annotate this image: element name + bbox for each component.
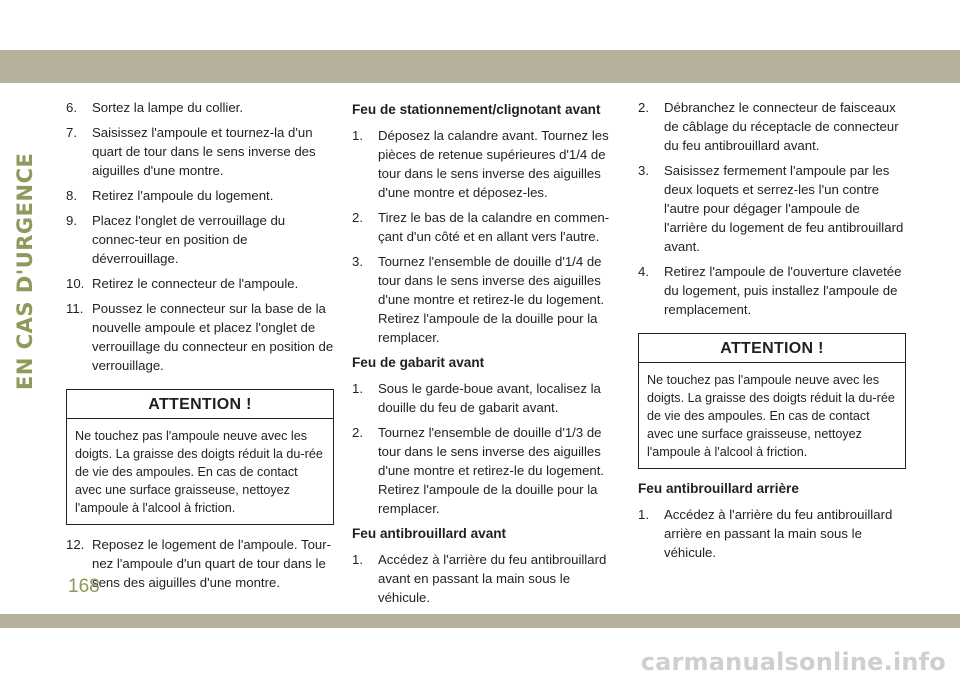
step-number: 3. (352, 254, 363, 269)
step-number: 6. (66, 100, 77, 115)
list-item (352, 252, 617, 347)
step-number: 2. (352, 210, 363, 225)
section-side-title: EN CAS D'URGENCE (13, 152, 37, 390)
step-number: 11. (66, 301, 84, 316)
column-3 (638, 98, 906, 568)
step-text: Tirez le bas de la calandre en commen-çant d'un côté et en allant vers l'autre. (378, 210, 610, 244)
step-text: Retirez l'ampoule du logement. (92, 188, 274, 203)
step-number: 1. (352, 128, 363, 143)
list-item (66, 98, 334, 117)
step-text: Reposez le logement de l'ampoule. Tour-nez l'ampoule d'un quart de tour dans le sens des aiguilles d'une montre. (92, 537, 332, 590)
step-number: 8. (66, 188, 77, 203)
warning-text: Ne touchez pas l'ampoule neuve avec les doigts. La graisse des doigts réduit la du-rée de vie des ampoules. En cas de contact avec une surface graisseuse, nettoyez l'ampoule à l'alcool à friction. (647, 373, 895, 459)
step-number: 7. (66, 125, 77, 140)
header-band (0, 50, 960, 83)
step-number: 9. (66, 213, 77, 228)
step-text: Débranchez le connecteur de faisceaux de câblage du réceptacle de connecteur du feu antibrouillard avant. (664, 100, 899, 153)
step-text: Saisissez fermement l'ampoule par les deux loquets et serrez-les l'un contre l'autre pour dégager l'ampoule de l'arrière du logement de feu antibrouillard avant. (664, 163, 904, 254)
section-heading: Feu de gabarit avant (352, 355, 485, 370)
step-text: Retirez l'ampoule de l'ouverture clavetée du logement, puis installez l'ampoule de remplacement. (664, 264, 902, 317)
step-text: Poussez le connecteur sur la base de la nouvelle ampoule et placez l'onglet de verrouillage du connecteur en position de verrouillage. (92, 301, 334, 373)
list-item (638, 98, 906, 155)
section-heading: Feu antibrouillard avant (352, 526, 507, 541)
step-text: Accédez à l'arrière du feu antibrouillard arrière en passant la main sous le véhicule. (664, 507, 893, 560)
list-item (352, 208, 617, 246)
warning-title: ATTENTION ! (67, 390, 333, 419)
list-item (352, 423, 617, 518)
warning-box (66, 389, 334, 525)
step-text: Tournez l'ensemble de douille d'1/3 de tour dans le sens inverse des aiguilles d'une montre et retirez-le du logement. Retirez l'ampoule de la douille pour la remplacer. (378, 425, 605, 516)
list-item (352, 550, 617, 607)
list-item (66, 299, 334, 375)
warning-box (638, 333, 906, 469)
step-number: 4. (638, 264, 649, 279)
list-item (66, 123, 334, 180)
step-text: Tournez l'ensemble de douille d'1/4 de tour dans le sens inverse des aiguilles d'une montre et retirez-le du logement. Retirez l'ampoule de la douille pour la remplacer. (378, 254, 605, 345)
step-text: Déposez la calandre avant. Tournez les pièces de retenue supérieures d'1/4 de tour dans le sens inverse des aiguilles d'une montre et déposez-les. (378, 128, 609, 200)
step-list (66, 98, 334, 375)
list-item (352, 379, 617, 417)
list-item (66, 211, 334, 268)
step-number: 2. (638, 100, 649, 115)
list-item (66, 535, 334, 592)
step-number: 1. (638, 507, 649, 522)
step-text: Sortez la lampe du collier. (92, 100, 243, 115)
step-number: 1. (352, 552, 363, 567)
step-number: 3. (638, 163, 649, 178)
list-item (638, 161, 906, 256)
watermark-text: carmanualsonline.info (640, 648, 946, 676)
warning-title: ATTENTION ! (639, 334, 905, 363)
step-text: Placez l'onglet de verrouillage du connec-teur en position de déverrouillage. (92, 213, 286, 266)
section-heading: Feu de stationnement/clignotant avant (352, 102, 601, 117)
list-item (352, 126, 617, 202)
step-number: 1. (352, 381, 363, 396)
step-text: Saisissez l'ampoule et tournez-la d'un quart de tour dans le sens inverse des aiguilles d'une montre. (92, 125, 316, 178)
list-item (638, 505, 906, 562)
step-number: 10. (66, 276, 85, 291)
step-number: 2. (352, 425, 363, 440)
footer-band (0, 614, 960, 628)
list-item (638, 262, 906, 319)
step-number: 12. (66, 537, 85, 552)
step-text: Sous le garde-boue avant, localisez la douille du feu de gabarit avant. (378, 381, 601, 415)
list-item (66, 186, 334, 205)
section-heading: Feu antibrouillard arrière (638, 481, 799, 496)
list-item (66, 274, 334, 293)
step-text: Retirez le connecteur de l'ampoule. (92, 276, 299, 291)
column-1 (66, 98, 334, 598)
step-text: Accédez à l'arrière du feu antibrouillard avant en passant la main sous le véhicule. (378, 552, 607, 605)
warning-text: Ne touchez pas l'ampoule neuve avec les doigts. La graisse des doigts réduit la du-rée de vie des ampoules. En cas de contact avec une surface graisseuse, nettoyez l'ampoule à l'alcool à friction. (75, 429, 323, 515)
page-number: 168 (68, 576, 100, 597)
column-2 (352, 98, 617, 613)
